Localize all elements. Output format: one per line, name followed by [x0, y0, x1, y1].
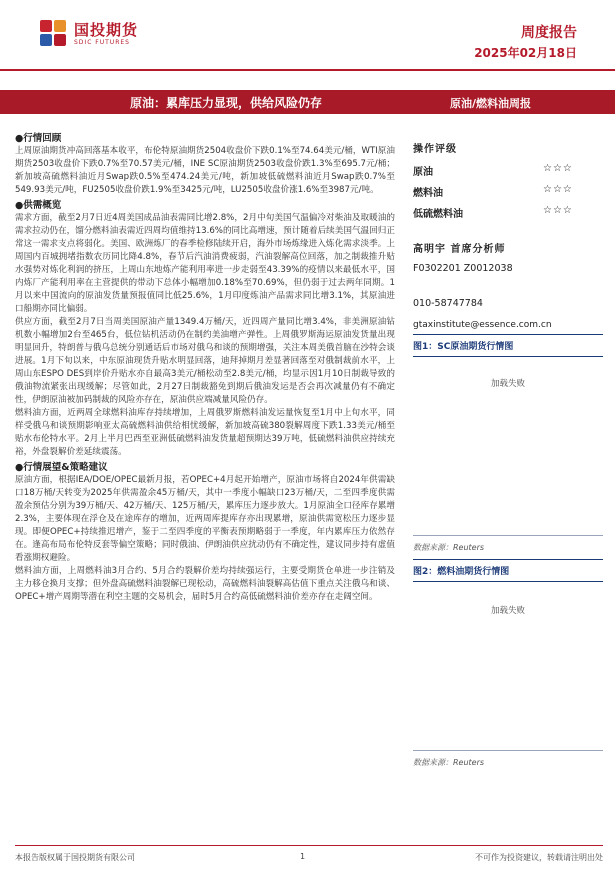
rating-stars-icon: ☆☆☆	[543, 184, 573, 195]
figure-top-rule	[413, 334, 603, 335]
figure-2	[413, 559, 603, 768]
report-title: 原油：累库压力显现，供给风险仍存	[130, 96, 323, 110]
logo-name-cn: 国投期货	[74, 20, 139, 39]
rating-stars-icon: ☆☆☆	[543, 163, 573, 174]
page-header	[0, 0, 615, 82]
figure-title-rule	[413, 581, 603, 582]
figure-source: 数据来源：Reuters	[413, 758, 485, 767]
logo-mark-icon	[40, 20, 68, 48]
footer-divider	[15, 845, 603, 846]
company-logo	[40, 20, 138, 48]
figure-title: 图1：SC原油期货行情图	[413, 342, 514, 352]
footer-disclaimer: 不可作为投资建议，转载请注明出处	[475, 853, 603, 862]
figure-image-placeholder: 加载失败	[490, 606, 525, 616]
paragraph: 燃料油方面，上周燃料油3月合约、5月合约裂解价差均持续强运行，主要受期货仓单进一步注销及主力移仓换月支撑；但外盘高硫燃料油裂解已现松动，高硫燃料油裂解高估值下重点关注俄乌和谈、OPEC+增产周期等潜在利空主题的交易机会，届时5月合约高低硫燃料油价差亦存在走阔空间。	[15, 566, 395, 602]
analyst-name: 高明宇 首席分析师	[413, 244, 506, 255]
figure-1	[413, 334, 603, 553]
paragraph: 供应方面，截至2月7日当周美国原油产量1349.4万桶/天，近四周产量同比增3.4%，非美洲原油钻机数小幅增加2台至465台，低位钻机活动仍在制约美油增产弹性。上周俄罗斯海运原油发货量出现明显回升，特朗普与俄乌总统分别通话后市场对俄乌和谈的预期增强，关注本周美俄首脑在沙特会谈进展。1月下旬以来，中东原油现货升贴水明显回落，迪拜掉期月差显著回落至对俄制裁前水平，上周山东ESPO DES到岸价升贴水亦自最高3美元/桶松动至2.8美元/桶，均显示因1月10日制裁导致的俄油物流紧张出现缓解；尽管如此，2月27日制裁豁免到期后俄油发运是否会再次减量仍有不确定性，伊朗原油被加码制裁的风险亦存在，原油供应端减量风险仍存。	[15, 317, 395, 405]
figure-source: 数据来源：Reuters	[413, 543, 485, 552]
figure-source-rule	[413, 535, 603, 536]
rating-row-crude	[413, 163, 603, 184]
section-outlook	[15, 461, 395, 604]
analyst-license: F0302201 Z0012038	[413, 263, 513, 274]
rating-name: 燃料油	[413, 188, 443, 199]
report-date: 2025年02月18日	[474, 46, 577, 60]
section-market-review	[15, 132, 395, 197]
figure-title: 图2：燃料油期货行情图	[413, 567, 510, 577]
paragraph: 上周原油期货冲高回落基本收平，布伦特原油期货2504收盘价下跌0.1%至74.64美元/桶，WTI原油期货2503收盘价下跌0.7%至70.57美元/桶，INE SC原油期货2503收盘价跌1.3%至695.7元/桶；新加坡高硫燃料油近月Swap跌0.5%至474.24美元/吨，新加坡低硫燃料油近月Swap跌0.7%至549.93美元/吨，FU2505收盘价跌1.9%至3425元/吨，LU2505收盘价涨1.6%至3987元/吨。	[15, 146, 395, 195]
figure-image-placeholder: 加载失败	[490, 379, 525, 389]
rating-name: 低硫燃料油	[413, 209, 463, 220]
paragraph: 燃料油方面，近两周全球燃料油库存持续增加，上周俄罗斯燃料油发运量恢复至1月中上旬水平，同样受俄乌和谈预期影响亚太高硫燃料油供给相忧缓解，新加坡高硫380裂解周度下跌1.33美元/桶至贴水布伦特水平。2月上半月巴西至亚洲低硫燃料油发货量超预期达39万吨，低硫燃料油供应持续充裕，外盘裂解价差延续震荡。	[15, 408, 395, 457]
section-heading: ●行情展望&策略建议	[15, 462, 108, 473]
paragraph: 需求方面，截至2月7日近4周美国成品油表需同比增2.8%，2月中旬美国气温偏冷对柴油及取暖油的需求拉动仍在，馏分燃料油表需近四周均值维持13.6%的同比高增速，预计随着后续美国气温回归正常这一需求支点将弱化。美国、欧洲炼厂的春季检修陆续开启，海外市场炼缘进入炼化需求淡季。上周国内百城拥堵指数农历同比降4.8%，春节后汽油消费疲弱，汽油裂解高位回落，加之制裁推升贴水强势对炼化利润的挤压，上周山东地炼产能利用率进一步走弱至43.39%的疫情以来最低水平，国内炼厂产能利用率在主营提供的带动下总体小幅增加0.18%至70.69%，但仍弱于过去两年同期。1月以来中国流向的原油发货量预报值同比低25.6%，1月印度炼油产品需求同比增3.1%，其原油进口船期亦同比偏弱。	[15, 213, 395, 314]
figure-source-rule	[413, 750, 603, 751]
rating-title: 操作评级	[413, 144, 457, 155]
report-subtitle: 原油/燃料油周报	[450, 97, 532, 110]
figure-title-rule	[413, 356, 603, 357]
page-number: 1	[300, 852, 306, 861]
logo-name-en: SDIC FUTURES	[74, 38, 130, 46]
section-heading: ●行情回顾	[15, 133, 62, 144]
rating-row-low-sulfur	[413, 205, 603, 226]
footer-copyright: 本报告版权属于国投期货有限公司	[15, 853, 135, 862]
analyst-email[interactable]: gtaxinstitute@essence.com.cn	[413, 320, 552, 330]
rating-name: 原油	[413, 167, 433, 178]
sidebar	[413, 140, 603, 768]
figure-top-rule	[413, 559, 603, 560]
analyst-phone: 010-58747784	[413, 298, 483, 309]
rating-stars-icon: ☆☆☆	[543, 205, 573, 216]
main-content	[15, 130, 395, 604]
rating-row-fuel-oil	[413, 184, 603, 205]
header-divider	[0, 69, 615, 71]
report-type: 周度报告	[521, 25, 577, 41]
section-heading: ●供需概览	[15, 200, 62, 211]
section-supply-demand	[15, 199, 395, 459]
paragraph: 原油方面，根据IEA/DOE/OPEC最新月报，若OPEC+4月起开始增产，原油市场将自2024年供需缺口18万桶/天转变为2025年供需盈余45万桶/天，其中一季度小幅缺口23万桶/天，二至四季度供需盈余预估分别为39万桶/天、42万桶/天、125万桶/天，累库压力逐步放大。1月原油全口径库存累增2.3%，主要体现在浮仓及在途库存的增加，近两周库提库存亦出现累增，原油供需宽松压力逐步显现。即便OPEC+持续推迟增产，鉴于二至四季度的平衡表预期略弱于一季度，年内累库压力依然存在。逢高布局布伦特反套等偏空策略；同时俄油、伊朗油供应扰动仍有不确定性，建议同步持有虚值看涨期权避险。	[15, 475, 395, 563]
title-banner	[0, 90, 615, 114]
